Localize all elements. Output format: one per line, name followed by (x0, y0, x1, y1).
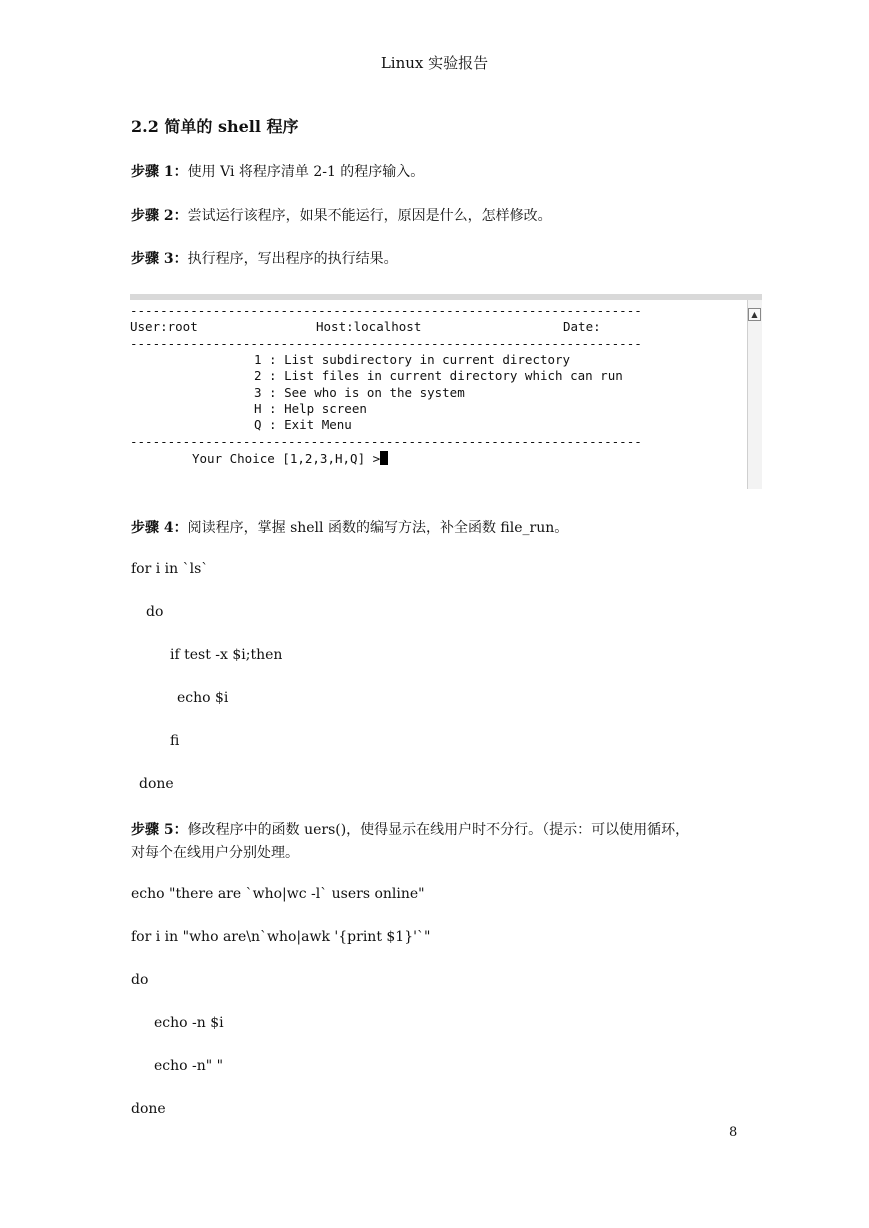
step-label: 步骤 4： (131, 520, 188, 536)
step-text: 使用 Vi 将程序清单 2-1 的程序输入。 (187, 164, 425, 180)
step-text: 修改程序中的函数 uers()，使得显示在线用户时不分行。（提示：可以使用循环， (187, 822, 690, 838)
terminal-menu-item: 3 : See who is on the system (254, 385, 465, 400)
code-line: for i in `ls` (131, 561, 209, 577)
terminal-menu-item: 1 : List subdirectory in current directory (254, 352, 571, 367)
section-title: 2.2 简单的 shell 程序 (131, 117, 299, 136)
terminal-menu-item: 2 : List files in current directory which can run (254, 368, 623, 383)
step-label: 步骤 2： (131, 208, 188, 224)
terminal-rule: -------------------------------------------------------------------- (130, 434, 642, 449)
step-text: 阅读程序，掌握 shell 函数的编写方法，补全函数 file_run。 (187, 520, 569, 536)
terminal-scrollbar[interactable] (747, 300, 762, 489)
terminal-host: Host:localhost (316, 319, 422, 334)
terminal-cursor (380, 451, 388, 465)
code-line: do (146, 604, 164, 620)
step-2 (131, 205, 552, 225)
terminal-date: Date: (563, 319, 601, 334)
page-number: 8 (729, 1125, 738, 1140)
code-line: echo "there are `who|wc -l` users online" (131, 886, 425, 902)
code-line: for i in "who are\n`who|awk '{print $1}'`" (131, 929, 431, 945)
terminal-user: User:root (130, 319, 198, 334)
terminal-menu-item: H : Help screen (254, 401, 367, 416)
terminal-top-bar (130, 294, 762, 300)
code-line: do (131, 972, 149, 988)
step-4 (131, 517, 568, 537)
step-label: 步骤 1： (131, 164, 188, 180)
terminal-prompt-line[interactable] (192, 451, 388, 466)
page-header: Linux 实验报告 (380, 54, 489, 72)
terminal-prompt: Your Choice [1,2,3,H,Q] > (192, 451, 381, 466)
terminal-screenshot (130, 294, 762, 489)
step-3 (131, 248, 398, 268)
terminal-rule: -------------------------------------------------------------------- (130, 303, 642, 318)
step-5-continued: 对每个在线用户分别处理。 (131, 845, 299, 861)
step-5 (131, 819, 689, 839)
code-line: echo -n" " (154, 1058, 224, 1074)
step-text: 尝试运行该程序，如果不能运行，原因是什么，怎样修改。 (187, 208, 552, 224)
code-line: done (139, 776, 174, 792)
terminal-menu-item: Q : Exit Menu (254, 417, 352, 432)
code-line: done (131, 1101, 166, 1117)
code-line: echo -n $i (154, 1015, 224, 1031)
step-label: 步骤 3： (131, 251, 188, 267)
code-line: fi (170, 733, 180, 749)
code-line: if test -x $i;then (170, 647, 283, 663)
step-1 (131, 161, 424, 181)
step-text: 执行程序，写出程序的执行结果。 (187, 251, 398, 267)
terminal-rule: -------------------------------------------------------------------- (130, 336, 642, 351)
scroll-up-icon[interactable]: ▲ (748, 308, 761, 321)
code-line: echo $i (177, 690, 229, 706)
step-label: 步骤 5： (131, 822, 188, 838)
